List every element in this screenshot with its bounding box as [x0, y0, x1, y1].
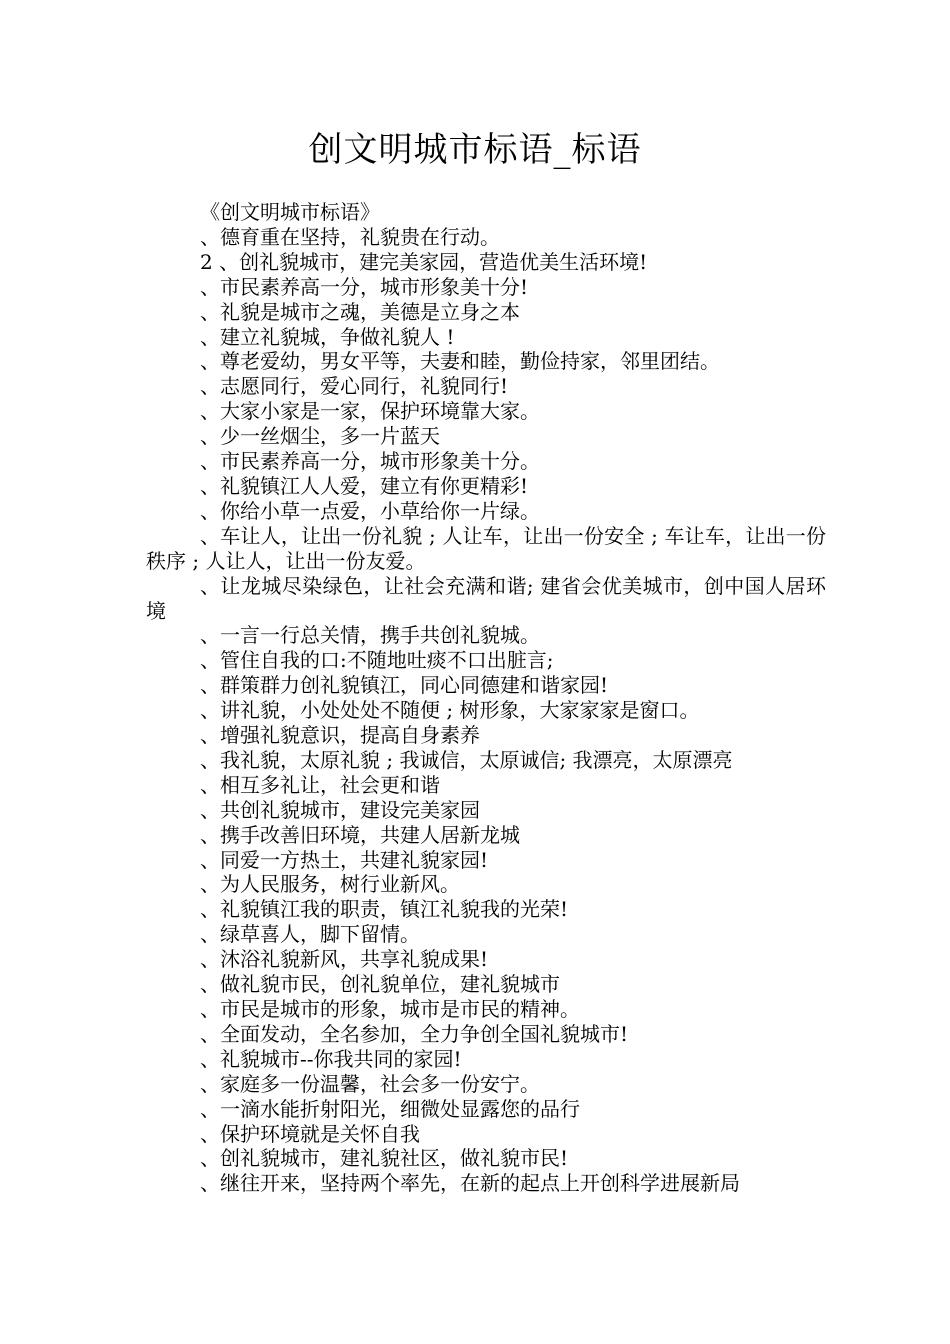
- slogan-paragraph: 、共创礼貌城市，建设完美家园: [200, 797, 480, 822]
- slogan-paragraph: 、德育重在坚持，礼貌贵在行动。: [200, 224, 500, 249]
- document-title: 创文明城市标语_标语: [308, 130, 642, 170]
- slogan-paragraph: 、少一丝烟尘，多一片蓝天: [200, 424, 440, 449]
- slogan-paragraph: 、同爱一方热土，共建礼貌家园!: [200, 847, 489, 872]
- slogan-paragraph: 、礼貌镇江我的职责，镇江礼貌我的光荣!: [200, 897, 569, 922]
- slogan-paragraph: 、志愿同行，爱心同行，礼貌同行!: [200, 374, 509, 399]
- slogan-paragraph: 、我礼貌，太原礼貌 ; 我诚信，太原诚信; 我漂亮，太原漂亮: [200, 747, 733, 772]
- slogan-paragraph: 、做礼貌市民，创礼貌单位，建礼貌城市: [200, 972, 560, 997]
- slogan-paragraph: 、全面发动，全名参加，全力争创全国礼貌城市!: [200, 1021, 629, 1046]
- slogan-paragraph: 、一滴水能折射阳光，细微处显露您的品行: [200, 1096, 580, 1121]
- slogan-paragraph: 2 、创礼貌城市，建完美家园，营造优美生活环境!: [200, 249, 648, 274]
- slogan-paragraph: 、市民素养高一分，城市形象美十分。: [200, 449, 540, 474]
- slogan-paragraph: 、为人民服务，树行业新风。: [200, 872, 460, 897]
- slogan-paragraph: 、携手改善旧环境，共建人居新龙城: [200, 822, 520, 847]
- slogan-paragraph: 、群策群力创礼貌镇江，同心同德建和谐家园!: [200, 673, 609, 698]
- slogan-paragraph: 、你给小草一点爱，小草给你一片绿。: [200, 498, 540, 523]
- slogan-paragraph: 、增强礼貌意识，提高自身素养: [200, 723, 480, 748]
- slogan-paragraph: 、尊老爱幼，男女平等，夫妻和睦，勤俭持家，邻里团结。: [200, 349, 720, 374]
- slogan-paragraph: 、继往开来，坚持两个率先，在新的起点上开创科学进展新局: [200, 1171, 740, 1196]
- slogan-paragraph: 、市民是城市的形象，城市是市民的精神。: [200, 997, 580, 1021]
- slogan-paragraph: 、管住自我的口:不随地吐痰不口出脏言;: [200, 648, 554, 673]
- slogan-paragraph: 、保护环境就是关怀自我: [200, 1121, 420, 1146]
- slogan-paragraph: 、绿草喜人，脚下留情。: [200, 922, 420, 947]
- slogan-paragraph: 、让龙城尽染绿色，让社会充满和谐; 建省会优美城市，创中国人居环境: [146, 573, 826, 623]
- slogan-paragraph: 、沐浴礼貌新风，共享礼貌成果!: [200, 947, 489, 972]
- slogan-paragraph: 、礼貌城市--你我共同的家园!: [200, 1046, 462, 1071]
- slogan-paragraph: 、创礼貌城市，建礼貌社区，做礼貌市民!: [200, 1146, 569, 1171]
- slogan-paragraph: 、礼貌是城市之魂，美德是立身之本: [200, 299, 520, 324]
- document-subtitle: 《创文明城市标语》: [200, 200, 380, 224]
- slogan-paragraph: 、礼貌镇江人人爱，建立有你更精彩!: [200, 473, 529, 498]
- slogan-paragraph: 、市民素养高一分，城市形象美十分!: [200, 274, 529, 299]
- slogan-paragraph: 、车让人，让出一份礼貌 ; 人让车，让出一份安全 ; 车让车，让出一份秩序 ; 人让人，让出一份友爱。: [146, 523, 826, 573]
- slogan-paragraph: 、建立礼貌城，争做礼貌人 !: [200, 324, 455, 349]
- slogan-paragraph: 、一言一行总关情，携手共创礼貌城。: [200, 623, 540, 648]
- document-body: [146, 200, 826, 1196]
- slogan-paragraph: 、讲礼貌，小处处处不随便 ; 树形象，大家家家是窗口。: [200, 698, 700, 723]
- slogan-paragraph: 、相互多礼让，社会更和谐: [200, 772, 440, 797]
- slogan-paragraph: 、大家小家是一家，保护环境靠大家。: [200, 399, 540, 424]
- slogan-paragraph: 、家庭多一份温馨，社会多一份安宁。: [200, 1071, 540, 1096]
